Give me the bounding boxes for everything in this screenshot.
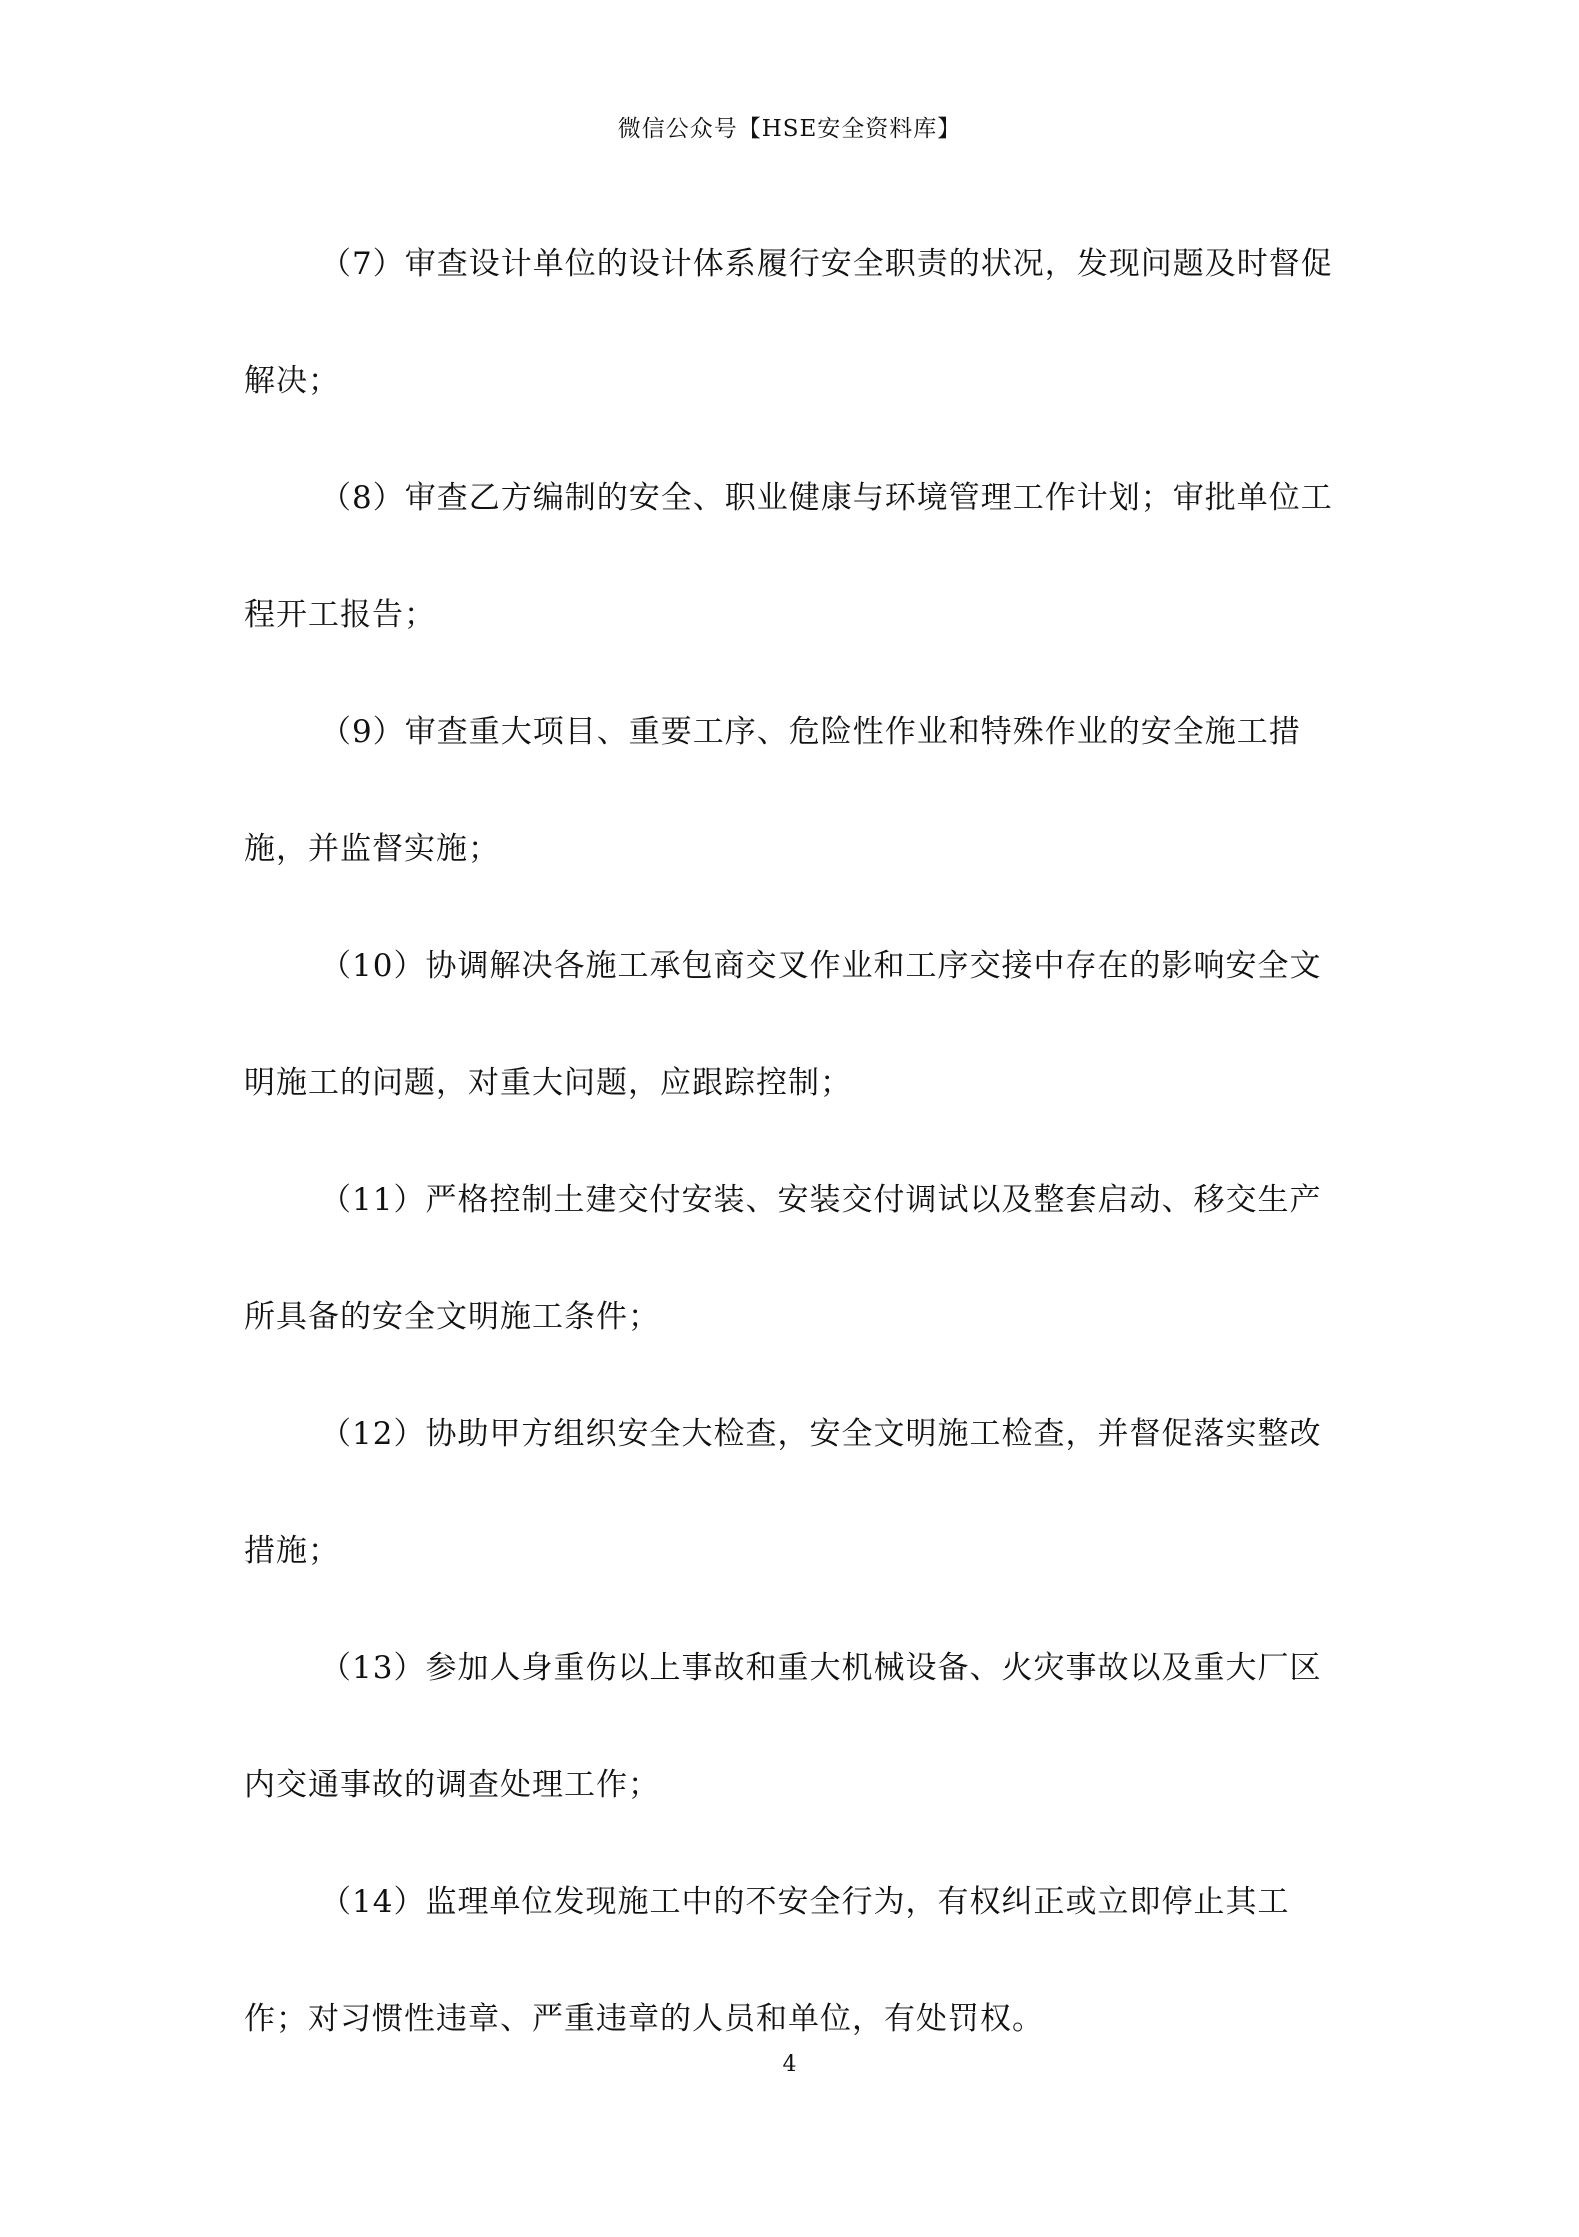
paragraph-item-14: （14）监理单位发现施工中的不安全行为，有权纠正或立即停止其工作；对习惯性违章、严重违章的人员和单位，有处罚权。 [244,1884,1290,2037]
paragraph-item-12: （12）协助甲方组织安全大检查，安全文明施工检查，并督促落实整改措施； [244,1416,1322,1569]
paragraph-item-10: （10）协调解决各施工承包商交叉作业和工序交接中存在的影响安全文明施工的问题，对重大问题，应跟踪控制； [244,948,1322,1101]
document-body [244,206,1344,2078]
paragraph-item-9: （9）审查重大项目、重要工序、危险性作业和特殊作业的安全施工措施，并监督实施； [244,714,1301,867]
paragraph-item-11: （11）严格控制土建交付安装、安装交付调试以及整套启动、移交生产所具备的安全文明施工条件； [244,1182,1322,1335]
paragraph-item-8: （8）审查乙方编制的安全、职业健康与环境管理工作计划；审批单位工程开工报告； [244,480,1333,633]
paragraph-item-13: （13）参加人身重伤以上事故和重大机械设备、火灾事故以及重大厂区内交通事故的调查处理工作； [244,1650,1322,1803]
page-number: 4 [782,2052,797,2077]
paragraph-item-7: （7）审查设计单位的设计体系履行安全职责的状况，发现问题及时督促解决； [244,246,1333,399]
page-header: 微信公众号【HSE安全资料库】 [617,116,962,142]
